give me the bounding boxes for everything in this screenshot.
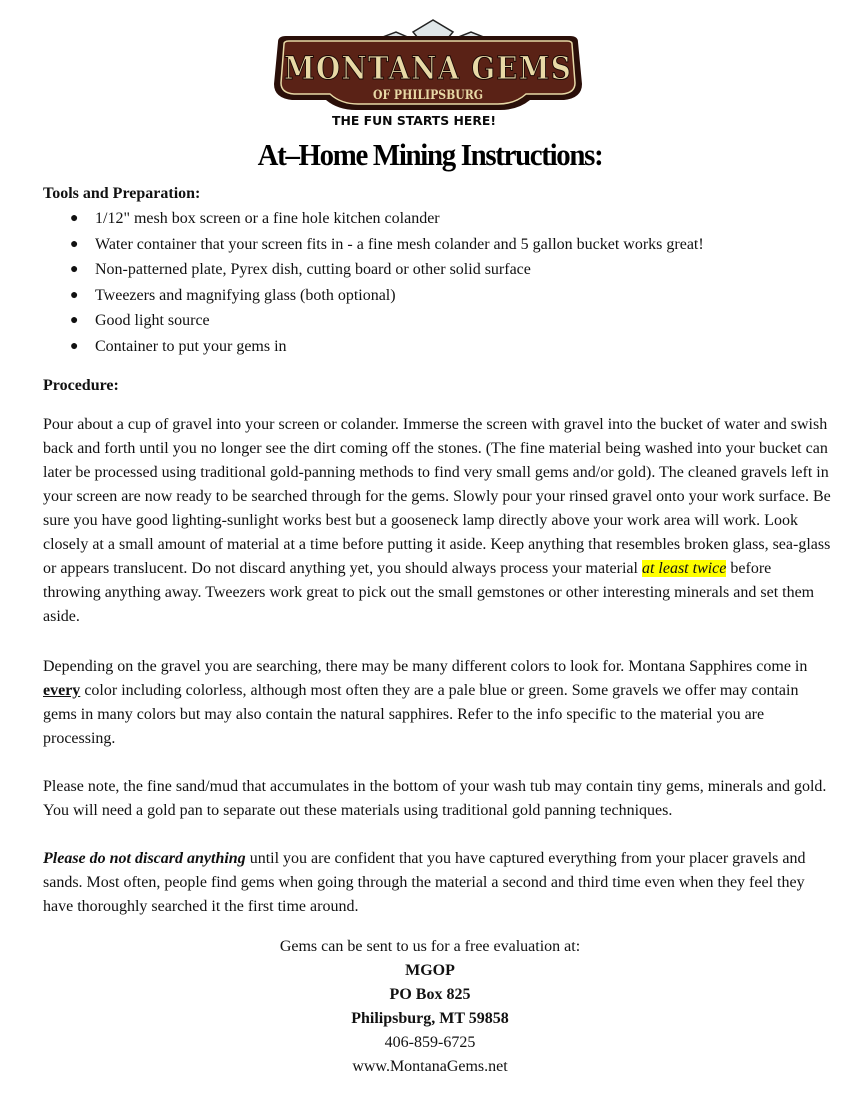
logo-name-text: MONTANA GEMS bbox=[284, 49, 572, 87]
bullet-icon: ● bbox=[70, 338, 79, 354]
montana-gems-logo bbox=[268, 14, 588, 130]
list-item: ● Good light source bbox=[43, 308, 704, 334]
bullet-icon: ● bbox=[70, 287, 79, 303]
contact-website: www.MontanaGems.net bbox=[352, 1058, 508, 1075]
procedure-paragraph-3: Please note, the fine sand/mud that accumulates in the bottom of your wash tub may contain tiny gems, minerals and gold. You will need a gold pan to separate out these materials using traditional gold panning techniques. bbox=[43, 778, 827, 819]
contact-po-box: PO Box 825 bbox=[389, 986, 471, 1003]
list-item: ● Non-patterned plate, Pyrex dish, cutting board or other solid surface bbox=[43, 257, 704, 283]
bullet-icon: ● bbox=[70, 236, 79, 252]
contact-block bbox=[0, 935, 850, 1079]
procedure-paragraph-2: Depending on the gravel you are searching, there may be many different colors to look for. Montana Sapphires come in every color including colorless, although most often they are a pale blue or green. Some gravels we offer may contain gems in many colors but may also contain the natural sapphires. Refer to the info specific to the material you are processing. bbox=[43, 658, 808, 747]
logo-sign-graphic bbox=[268, 14, 588, 130]
procedure-paragraph-1: Pour about a cup of gravel into your screen or colander. Immerse the screen with gravel into the bucket of water and swish back and forth until you no longer see the dirt coming off the stones. (The fine material being washed into your bucket can later be processed using traditional gold-panning methods to find very small gems and/or gold). The cleaned gravels left in your screen are now ready to be searched through for the gems. Slowly pour your rinsed gravel onto your work surface. Be sure you have good lighting-sunlight works best but a gooseneck lamp directly above your work area will work. Look closely at a small amount of material at a time before putting it aside. Keep anything that resembles broken glass, sea-glass or appears translucent. Do not discard anything yet, you should always process your material at least twice before throwing anything away. Tweezers work great to pick out the small gemstones or other interesting minerals and set them aside. bbox=[43, 416, 831, 625]
bullet-icon: ● bbox=[70, 262, 79, 278]
highlighted-text: at least twice bbox=[641, 560, 727, 577]
contact-phone: 406-859-6725 bbox=[384, 1034, 476, 1051]
procedure-heading: Procedure: bbox=[43, 377, 119, 394]
emphasized-text: every bbox=[43, 682, 81, 699]
list-item: ● 1/12" mesh box screen or a fine hole kitchen colander bbox=[43, 206, 704, 232]
contact-city: Philipsburg, MT 59858 bbox=[351, 1010, 509, 1027]
emphasized-text: Please do not discard anything bbox=[43, 850, 246, 867]
tools-list bbox=[43, 206, 704, 360]
bullet-icon: ● bbox=[70, 211, 79, 226]
list-item: ● Tweezers and magnifying glass (both optional) bbox=[43, 283, 704, 309]
tools-heading: Tools and Preparation: bbox=[43, 185, 201, 202]
contact-intro: Gems can be sent to us for a free evaluation at: bbox=[279, 938, 581, 955]
logo-tagline: THE FUN STARTS HERE! bbox=[332, 113, 496, 128]
contact-name: MGOP bbox=[405, 962, 455, 979]
list-item: ● Water container that your screen fits in - a fine mesh colander and 5 gallon bucket works great! bbox=[43, 232, 704, 258]
bullet-icon: ● bbox=[70, 313, 79, 329]
list-item: ● Container to put your gems in bbox=[43, 334, 704, 360]
page-title: At–Home Mining Instructions: bbox=[257, 137, 603, 172]
procedure-paragraph-4: Please do not discard anything until you are confident that you have captured everything from your placer gravels and sands. Most often, people find gems when going through the material a second and third time even when they feel they have thoroughly searched it the first time around. bbox=[43, 850, 806, 915]
logo-sub-text: OF PHILIPSBURG bbox=[373, 88, 483, 103]
